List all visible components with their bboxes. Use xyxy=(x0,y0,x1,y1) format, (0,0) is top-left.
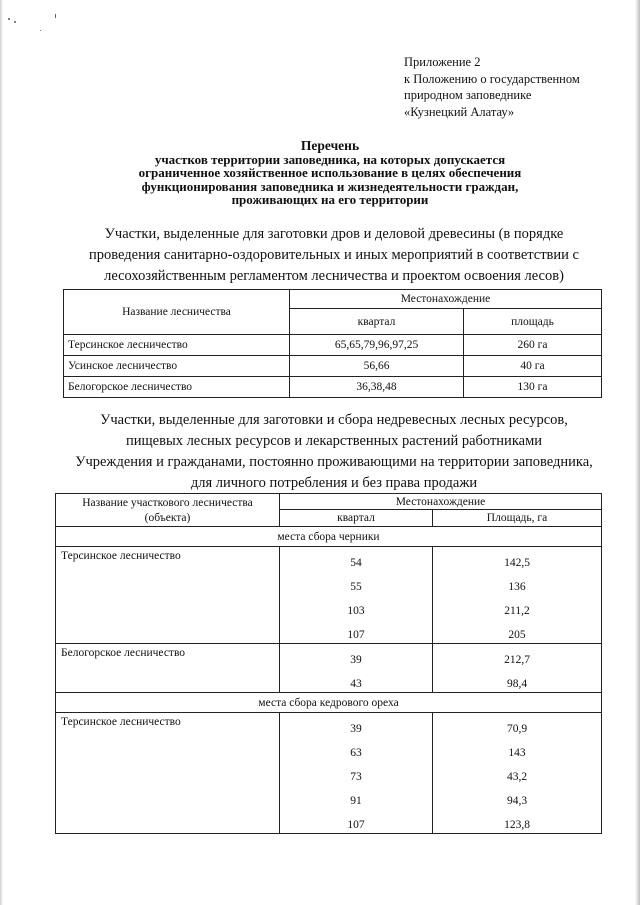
area-cell: 43,2 xyxy=(433,761,602,785)
quarter-cell: 54 xyxy=(280,547,433,572)
section-row-pine-nut: места сбора кедрового ореха xyxy=(56,693,602,713)
area-cell: 70,9 xyxy=(433,713,602,738)
section2-line: Учреждения и гражданами, постоянно проживающими на территории заповедника, xyxy=(75,454,593,470)
section-row-blueberry: места сбора черники xyxy=(56,527,602,547)
scan-speck xyxy=(14,21,16,23)
area-cell: 123,8 xyxy=(433,809,602,834)
area-cell: 260 га xyxy=(464,335,602,356)
area-cell: 136 xyxy=(433,571,602,595)
section1-heading xyxy=(56,224,612,287)
section1-line: лесохозяйственным регламентом лесничества и проектом освоения лесов) xyxy=(104,268,564,284)
header-location: Местонахождение xyxy=(280,494,602,510)
forestry-name-cell: Белогорское лесничество xyxy=(56,644,280,693)
quarter-cell: 73 xyxy=(280,761,433,785)
document-title xyxy=(70,139,590,207)
title-line: участков территории заповедника, на которых допускается xyxy=(154,151,506,167)
quarter-cell: 65,65,79,96,97,25 xyxy=(290,335,464,356)
title-line: ограниченное хозяйственное использование в целях обеспечения xyxy=(138,165,522,180)
section2-line: пищевых лесных ресурсов и лекарственных растений работниками xyxy=(125,433,543,449)
section2-heading xyxy=(56,410,612,494)
area-cell: 205 xyxy=(433,619,602,644)
section1-line: проведения санитарно-оздоровительных и иных мероприятий в соответствии с xyxy=(89,247,579,263)
header-forestry-name: Название лесничества xyxy=(64,290,290,335)
header-area: площадь xyxy=(464,309,602,335)
header-name-line: (объекта) xyxy=(144,512,191,524)
appendix-line: природном заповеднике xyxy=(404,88,532,102)
header-forestry-name xyxy=(56,494,280,527)
section1-line: Участки, выделенные для заготовки дров и деловой древесины (в порядке xyxy=(104,226,564,242)
quarter-cell: 39 xyxy=(280,644,433,669)
forestry-name-cell: Усинское лесничество xyxy=(64,356,290,377)
header-name-line: Название участкового лесничества xyxy=(82,497,253,509)
quarter-cell: 107 xyxy=(280,619,433,644)
quarter-cell: 63 xyxy=(280,737,433,761)
header-quarter: квартал xyxy=(290,309,464,335)
appendix-note xyxy=(404,54,632,120)
area-cell: 142,5 xyxy=(433,547,602,572)
forestry-name-cell: Терсинское лесничество xyxy=(56,713,280,834)
quarter-cell: 39 xyxy=(280,713,433,738)
scan-speck xyxy=(8,18,10,20)
section2-line: для личного потребления и без права продажи xyxy=(190,475,478,491)
quarter-cell: 107 xyxy=(280,809,433,834)
scan-speck xyxy=(40,30,41,31)
forestry-name-cell: Белогорское лесничество xyxy=(64,377,290,398)
area-cell: 130 га xyxy=(464,377,602,398)
header-area: Площадь, га xyxy=(433,510,602,527)
quarter-cell: 36,38,48 xyxy=(290,377,464,398)
forestry-name-cell: Терсинское лесничество xyxy=(56,547,280,644)
header-location: Местонахождение xyxy=(290,290,602,309)
area-cell: 143 xyxy=(433,737,602,761)
area-cell: 211,2 xyxy=(433,595,602,619)
quarter-cell: 103 xyxy=(280,595,433,619)
appendix-line: «Кузнецкий Алатау» xyxy=(404,104,515,119)
quarter-cell: 55 xyxy=(280,571,433,595)
title-line: функционирования заповедника и жизнедеятельности граждан, xyxy=(141,178,519,194)
forestry-name-cell: Терсинское лесничество xyxy=(64,335,290,356)
scan-edge-right xyxy=(635,0,640,905)
appendix-line: к Положению о государственном xyxy=(404,71,580,86)
area-cell: 98,4 xyxy=(433,668,602,693)
section2-line: Участки, выделенные для заготовки и сбора недревесных лесных ресурсов, xyxy=(100,412,568,428)
scan-edge-left xyxy=(0,0,3,905)
quarter-cell: 43 xyxy=(280,668,433,693)
header-quarter: квартал xyxy=(280,510,433,527)
area-cell: 212,7 xyxy=(433,644,602,669)
quarter-cell: 91 xyxy=(280,785,433,809)
quarter-cell: 56,66 xyxy=(290,356,464,377)
appendix-line: Приложение 2 xyxy=(404,55,481,69)
area-cell: 40 га xyxy=(464,356,602,377)
area-cell: 94,3 xyxy=(433,785,602,809)
title-line: проживающих на его территории xyxy=(231,192,429,207)
scan-speck xyxy=(55,14,56,18)
firewood-table xyxy=(63,289,602,398)
non-timber-resources-table xyxy=(55,493,602,834)
title-main: Перечень xyxy=(300,138,360,153)
